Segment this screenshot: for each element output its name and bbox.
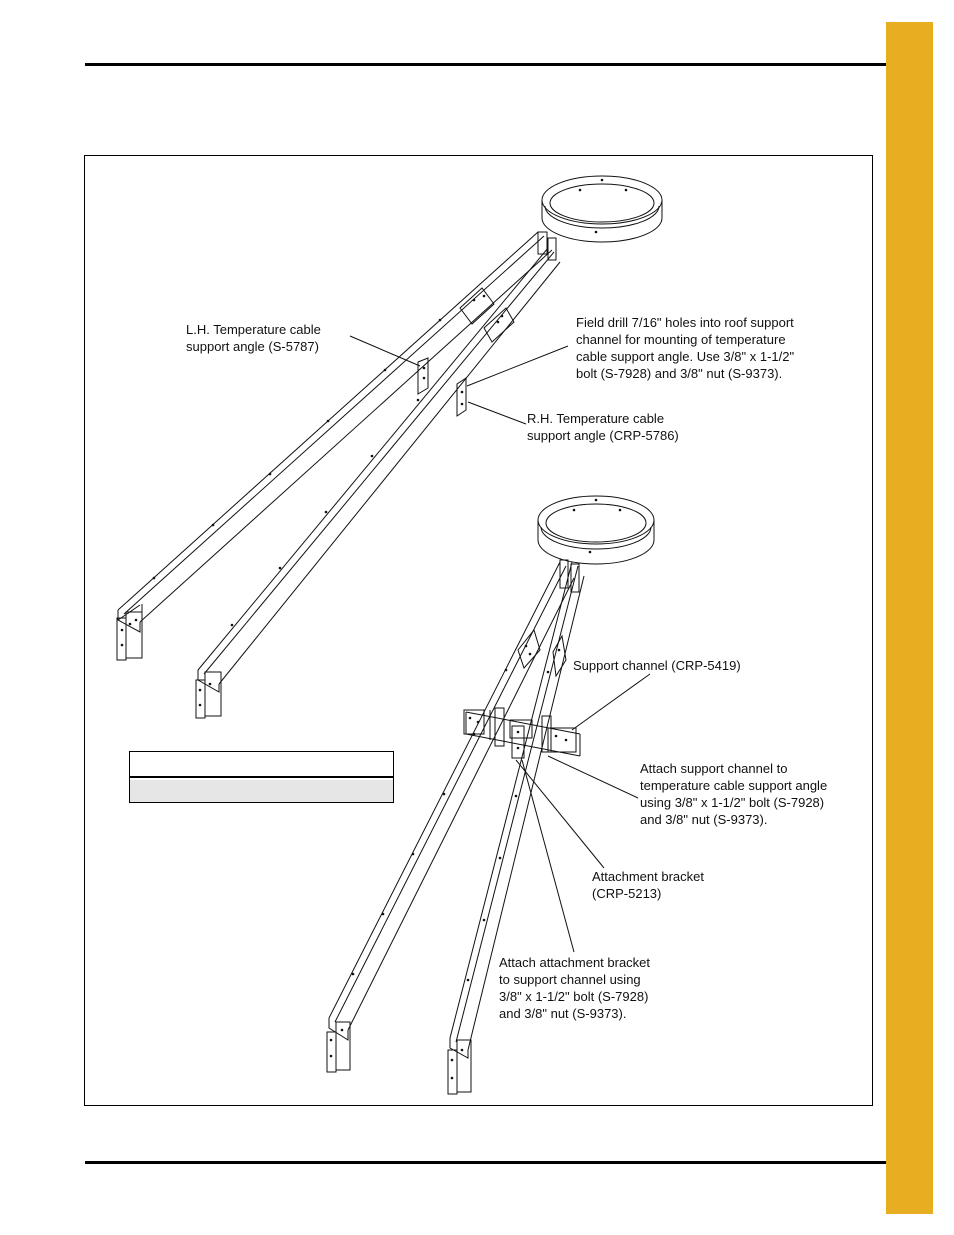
callout-line: Attachment bracket bbox=[592, 869, 704, 884]
callout-lh-angle bbox=[186, 321, 321, 355]
callout-line: R.H. Temperature cable bbox=[527, 411, 665, 426]
callout-field-drill bbox=[576, 314, 794, 382]
callout-line: to support channel using bbox=[499, 972, 641, 987]
callout-line: 3/8" x 1-1/2" bolt (S-7928) bbox=[499, 989, 649, 1004]
callout-line: (CRP-5213) bbox=[592, 886, 662, 901]
callout-line: channel for mounting of temperature bbox=[576, 332, 786, 347]
callout-line: Attach attachment bracket bbox=[499, 955, 651, 970]
callout-line: and 3/8" nut (S-9373). bbox=[640, 812, 768, 827]
callout-line: bolt (S-7928) and 3/8" nut (S-9373). bbox=[576, 366, 783, 381]
callout-attach-channel bbox=[640, 760, 827, 828]
callout-rh-angle bbox=[527, 410, 679, 444]
callout-line: and 3/8" nut (S-9373). bbox=[499, 1006, 627, 1021]
upper-rafter-right bbox=[196, 248, 560, 718]
lower-center-ring bbox=[538, 496, 654, 564]
upper-center-ring bbox=[542, 176, 662, 242]
callout-attach-bracket bbox=[499, 954, 650, 1022]
callout-line: using 3/8" x 1-1/2" bolt (S-7928) bbox=[640, 795, 825, 810]
legend-header bbox=[130, 752, 393, 778]
callout-support-channel bbox=[573, 657, 741, 674]
callout-attachment-bracket bbox=[592, 868, 704, 902]
callout-line: Field drill 7/16" holes into roof support bbox=[576, 315, 794, 330]
callout-line: Attach support channel to bbox=[640, 761, 788, 776]
callout-line: cable support angle. Use 3/8" x 1-1/2" bbox=[576, 349, 795, 364]
callout-line: L.H. Temperature cable bbox=[186, 322, 321, 337]
callout-line: temperature cable support angle bbox=[640, 778, 828, 793]
callout-line: Support channel (CRP-5419) bbox=[573, 658, 741, 673]
callout-line: support angle (S-5787) bbox=[186, 339, 319, 354]
legend-box bbox=[129, 751, 394, 803]
callout-line: support angle (CRP-5786) bbox=[527, 428, 679, 443]
legend-body bbox=[130, 780, 393, 802]
upper-rafter-left bbox=[117, 232, 552, 660]
